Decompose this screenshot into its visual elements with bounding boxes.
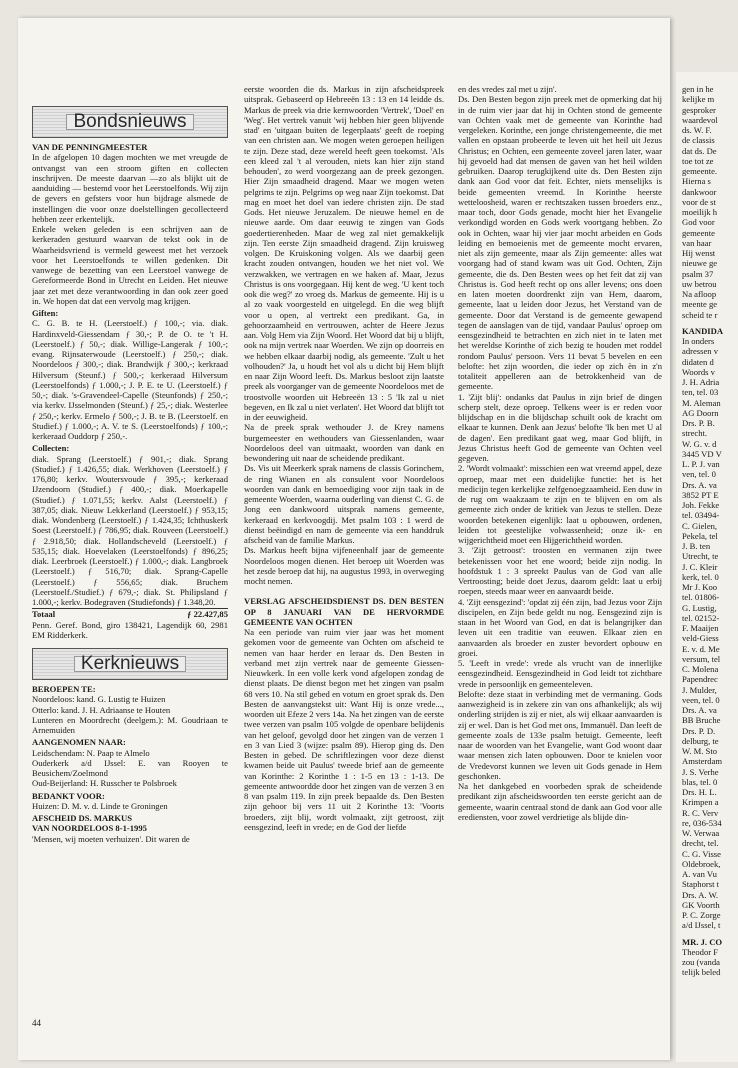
fragment-line: drecht, tel. <box>682 838 719 849</box>
fragment-line: In onders <box>682 336 715 346</box>
fragment-line: Papendrec <box>682 674 718 685</box>
fragment-line: voor de st <box>682 196 716 207</box>
aangenomen-list: Leidschendam: N. Paap te Almelo Ouderkerk a/d IJssel: E. van Rooyen te Beusichem/Zoelmond Oud-Beijerland: H. Russcher te Polsbroek <box>32 747 228 789</box>
bevel-5: 5. 'Leeft in vrede': vrede als vrucht van de innerlijke eensgezindheid. Eensgezindheid in God leidt tot zichtbare vrede in persoonlijk en gemeenteleven. <box>458 658 662 689</box>
mr-heading: MR. J. CO <box>682 936 723 947</box>
fragment-line: W. G. v. d <box>682 438 717 449</box>
giften-heading: Giften: <box>32 308 59 318</box>
fragment-line: Staphorst t <box>682 879 720 890</box>
fragment-lines-1 <box>682 84 738 320</box>
verslag-heading: VERSLAG AFSCHEIDSDIENST DS. DEN BESTEN OP 8 JANUARI VAN DE HERVORMDE GEMEENTE VAN OCHTEN <box>244 596 444 627</box>
bedankt-list: Huizen: D. M. v. d. Linde te Groningen <box>32 800 168 811</box>
kandidaten-heading: KANDIDA <box>682 325 724 336</box>
belofte-paragraph: Belofte: deze staat in verbinding met de vermaning. Gods aanwezigheid is in zekere zin van ons afhankelijk; als wij onderling strijden is zij er niet, als wij elkaar aanvaarden is zij er wel. Dan is het God met ons, Immanuël. Dan leeft de gemeente zoals de 133e psalm betuigt. Gemeente, leeft naar de woorden van het Evangelie, want God woont daar waar mensen zich laten opbouwen. Door te knielen voor de Vredevorst kunnen we leven uit Gods genade in Hem geschonken. <box>458 688 662 781</box>
markus-paragraph-4: Ds. Markus heeft bijna vijfeneenhalf jaar de gemeente Noordeloos mogen dienen. Het beroep uit Woerden was het zesde beroep dat hij, na augustus 1993, in overweging mocht nemen. <box>244 545 444 586</box>
fragment-lines-3 <box>682 947 738 978</box>
fragment-line: kerk, tel. 0 <box>682 571 719 582</box>
total-label: Totaal <box>32 609 56 620</box>
fragment-line: Drs. H. L. <box>682 787 717 797</box>
fragment-line: Na afloop <box>682 289 717 299</box>
fragment-line: J. H. Adria <box>682 377 720 387</box>
fragment-line: 3852 PT E <box>682 489 719 500</box>
fragment-line: L. P. J. van <box>682 459 720 469</box>
penningmeester-paragraph-2: Enkele weken geleden is een schrijven aan de kerkeraden gestuurd waarvan de tekst ook in de Waarheidsvriend is vermeld geweest met het verzoek voor het Leerstoelfonds te willen gedenken. Dit vanwege de bezetting van een Leerstoel vanwege de Gereformeerde Bond in Utrecht en Leiden. Het nieuwe jaar zet met deze verantwoording in dan ook zeer goed in. We hopen dat dat een vervolg mag krijgen. <box>32 224 228 306</box>
fragment-line: C. Gielen, <box>682 520 718 531</box>
fragment-line: zou (vanda <box>682 957 720 967</box>
fragment-line: gesproker <box>682 104 716 115</box>
closing-paragraph: Na het dankgebed en voorbeden sprak de scheidende predikant zijn afscheidswoorden ten eerste gericht aan de gemeente, waarin centraal stond de dank aan God voor alle erediensten, voor zowel verdrietige als blijde din- <box>458 781 662 822</box>
verslag-paragraph: Na een periode van ruim vier jaar was het moment gekomen voor de gemeente van Ochten om afscheid te nemen van haar herder en leraar ds. Den Besten in verband met zijn vertrek naar de gemeente Giessen-Nieuwkerk. In een volle kerk vond afgelopen zondag de dienst plaats. De dienst begon met het zingen van psalm 68 vers 10. Na stil gebed en votum en groet sprak ds. Den Besten de aanvangstekst uit: Want Hij is onze vrede..., woorden uit Efeze 2 vers 14a. Na het zingen van de eerste twee verzen van psalm 105 volgde de openbare belijdenis van het geloof, gevolgd door het zingen van de verzen 1 en 3 van Lied 3 (wijze: psalm 89). Hierop ging ds. Den Besten in gebed. De schriftlezingen voor deze dienst kwamen beide uit Paulus' tweede brief aan de gemeente van Korinthe: 2 Korinthe 1 : 1-5 en 13 : 1-13. De gemeente antwoordde door het zingen van de verzen 3 en 8 van psalm 119. In zijn preek bepaalde ds. Den Besten zijn gehoor bij vers 11 uit 2 Korinthe 13: 'Voorts broeders, zijt blij, wordt volmaakt, zijt getroost, zijt eensgezind, leeft in vrede; en de God der liefde <box>244 627 444 832</box>
fragment-line: God voor <box>682 217 715 228</box>
fragment-line: R. C. Verv <box>682 807 719 818</box>
fragment-line: C. Molena <box>682 664 719 674</box>
page-number: 44 <box>32 1018 41 1028</box>
fragment-line: dankwoor <box>682 186 717 197</box>
fragment-line: blas, tel. 0 <box>682 776 718 787</box>
fragment-line: ds. W. F. <box>682 125 712 135</box>
fragment-line: de classis <box>682 135 715 146</box>
kerknieuws-title: Kerknieuws <box>74 656 186 672</box>
afscheid-intro: 'Mensen, wij moeten verhuizen'. Dit waren de <box>32 833 190 844</box>
fragment-line: Drs. P. B. <box>682 418 715 428</box>
fragment-line: gemeente. <box>682 166 718 176</box>
fragment-line: nieuwe ge <box>682 258 718 269</box>
den-besten-paragraph-0: en des vredes zal met u zijn'. <box>458 84 557 94</box>
fragment-line: Woords v <box>682 366 715 377</box>
fragment-line: J. B. ten <box>682 541 711 551</box>
fragment-line: scheid te r <box>682 309 718 320</box>
fragment-line: tel. 02152- <box>682 612 720 623</box>
penningmeester-heading: VAN DE PENNINGMEESTER <box>32 142 148 152</box>
bevel-4: 4. 'Zijt eensgezind': 'opdat zij één zijn, bad Jezus voor Zijn discipelen, en Zijn bede geldt nu nog. Eensgezind zijn is staan in het Woord van God, en dat is belangrijker dan leven uit een traditie van eeuwen. Elkaar zien en aanvaarden als broeder en zuster bevordert opbouw en groei. <box>458 596 662 658</box>
fragment-line: GK Voorth <box>682 899 720 910</box>
fragment-line: Drs. P. D. <box>682 725 716 736</box>
fragment-line: G. Lustig, <box>682 602 717 613</box>
fragment-line: adressen v <box>682 346 719 357</box>
collecten-list: diak. Sprang (Leerstoelf.) ƒ 901,-; diak. Sprang (Studief.) ƒ 1.426,55; diak. Werkhoven (Leerstoelf.) ƒ 176,80; kerkv. Woutersvoude ƒ 395,-; kerkeraad IJzendoorn (Studief.) ƒ 400,-; diak. Moerkapelle (Studief.) ƒ 1.071,55; kerkv. Aalst (Leerstoelf.) ƒ 387,05; diak. Nieuw Lekkerland (Leerstoelf.) ƒ 953,15; diak. Wondenberg (Leerstoelf.) ƒ 1.424,35; Ichthuskerk Soest (Leerstoelf.) ƒ 786,95; diak. Rouveen (Leerstoelf.) ƒ 2.918,50; diak. Hollandscheveld (Leerstoelf.) ƒ 535,15; diak. Hoevelaken (Leerstoelfonds) ƒ 896,25; diak. Leerbroek (Leerstoelf.) ƒ 1.000,-; diak. Langbroek (Leerstoelf.) ƒ 516,70; diak. Sprang-Capelle (Leerstoelf.) ƒ 556,65; diak. Bruchem (Leerstoelf./Studief.) ƒ 679,-; diak. St. Philipsland ƒ 1.000,-; kerkv. Bodegraven (Studiefonds) ƒ 1.348,20. <box>32 453 228 607</box>
fragment-line: uw betrou <box>682 278 717 289</box>
beroepen-heading: BEROEPEN TE: <box>32 684 96 694</box>
fragment-line: ten, tel. 03 <box>682 387 719 398</box>
fragment-line: versum, tel <box>682 653 721 664</box>
fragment-line: Drs. A. va <box>682 479 717 490</box>
fragment-line: gen in he <box>682 84 714 94</box>
fragment-line: Amsterdam <box>682 756 723 767</box>
fragment-line: BB Bruche <box>682 715 721 726</box>
markus-paragraph-3: Ds. Vis uit Meerkerk sprak namens de classis Gorinchem, de ring Wianen en als consulent voor Noordeloos woorden van dank en bemoediging voor zijn taak in de gemeente Woerden, waarna ouderling van dienst C. G. de Jong een dankwoord uitsprak namens gemeente, kerkeraad en kerkvoogdij. Met psalm 103 : 1 werd de dienst beëindigd en nam de gemeente via een handdruk afscheid van de familie Markus. <box>244 463 444 545</box>
markus-paragraph-1: eerste woorden die ds. Markus in zijn afscheidspreek uitsprak. Gebaseerd op Hebreeën 13 : 13 en 14 leidde ds. Markus de preek via drie kernwoorden 'Vertrek', 'Doel' en 'Weg'. Het vertrek vanuit 'wij hebben hier geen blijvende stad' en 'uitgaan buiten de legerplaats' geeft de roeping van een christen aan. We mogen weten geroepen heiligen te zijn. Deze stad, deze wereld heeft geen toekomst. 'Als een kleed zal 't al verouden, niets kan hier zijn stand behouden', zo werd voorgezang aan de preek gezongen. Hier Zijn smaadheid dragend. Maar we mogen weten pelgrims te zijn. Pelgrims op weg naar Zijn toekomst. Dat mag en moet het doel van iedere christen zijn. De stad Gods. Het nieuwe Jeruzalem. De nieuwe hemel en de nieuwe aarde. Om daar eeuwig te zingen van Gods goedertierenheden. Maar de weg zal niet gemakkelijk zijn. Ten eerste Zijn smaadheid dragend. Zijn kruisweg volgen. De Kruiskoning volgen. Als we daarbij geen kracht zouden ontvangen, houden we het niet vol. We verzwakken, we vertragen en we haken af. Maar, Jezus Christus is ons voorgegaan. Hij kent de weg. 'U kent toch ook die weg?' zo vroeg ds. Markus de gemeente. Hij is u al zo vaak voorgesteld en uitgelegd. En die weg blijft voor u open, al vertrekt een predikant. Ga, in gehoorzaamheid en vertrouwen, achter de Heere Jezus aan. Volg Hem via Zijn Woord. Het Woord dat bij u blijft, ook na mijn vertrek naar Woerden. We zijn op doorreis en we hebben elkaar daarbij nodig, als gemeente. 'Zult u het volhouden?' Ja, u houdt het vol als u dicht bij Hem blijft en naar Zijn Woord leeft. Ds. Markus besloot zijn laatste preek als voorganger van de gemeente Noordeloos met de troostvolle woorden uit Hebreeën 13 : 5 'Ik zal u niet begeven, en Ik zal u niet verlaten'. Het Woord dat blijft tot in der eeuwigheid. <box>244 84 444 422</box>
bedankt-heading: BEDANKT VOOR: <box>32 790 105 801</box>
fragment-line: ven, tel. 0 <box>682 469 716 480</box>
fragment-line: Drs. A. W. <box>682 889 719 900</box>
afscheid-heading: AFSCHEID DS. MARKUS VAN NOORDELOOS 8-1-1995 <box>32 813 147 834</box>
fragment-line: F. Maaijen <box>682 623 719 633</box>
fragment-line: AG Doorn <box>682 407 719 418</box>
fragment-line: tel. 01806- <box>682 592 720 603</box>
fragment-line: tel. 03494- <box>682 510 720 521</box>
kerknieuws-banner <box>32 648 228 680</box>
markus-paragraph-2: Na de preek sprak wethouder J. de Krey namens burgemeester en wethouders van Giessenlanden, waar Noordeloos deel van uitmaakt, woorden van dank en bewondering uit naar de scheidende predikant. <box>244 422 444 463</box>
beroepen-list: Noordeloos: kand. G. Lustig te Huizen Otterlo: kand. J. H. Adriaanse te Houten Lunteren en Moordrecht (deelgem.): M. Goudriaan te Arnemuiden <box>32 694 228 735</box>
fragment-line: 3445 VD V <box>682 448 722 459</box>
fragment-line: Oldebroek, <box>682 858 721 869</box>
aangenomen-heading: AANGENOMEN NAAR: <box>32 737 126 748</box>
fragment-line: psalm 37 <box>682 268 714 279</box>
column-4-fragment <box>682 84 738 1054</box>
fragment-line: re, 036-534 <box>682 817 722 828</box>
column-1 <box>32 106 228 1026</box>
fragment-line: P. C. Zorge <box>682 910 721 920</box>
fragment-line: Hij wenst <box>682 248 716 258</box>
total-row <box>32 608 228 619</box>
fragment-line: J. C. Kleir <box>682 561 718 572</box>
bondsnieuws-banner <box>32 106 228 138</box>
fragment-line: Pekela, tel <box>682 530 718 541</box>
fragment-line: telijk beled <box>682 967 721 978</box>
fragment-line: veen, tel. 0 <box>682 694 720 705</box>
bevel-2: 2. 'Wordt volmaakt': misschien een wat vreemd appel, deze oproep, maar met een duidelijke functie: het is het medicijn tegen kerkelijke zelfgenoegzaamheid. Een duw in de rug om waakzaam te zijn en te blijven en om als gemeente zich onder de kritiek van Jezus te stellen. Deze woorden betekenen eigenlijk: laat u opbouwen, ordenen, leiden tot geestelijke volwassenheid; onze ik- en wijgerichtheid moet een Hijgerichtheid worden. <box>458 463 662 545</box>
bevel-1: 1. 'Zijt blij': ondanks dat Paulus in zijn brief de dingen scherp stelt, deze oproep. Telkens weer is er reden voor blijdschap en in die blijdschap schuilt ook de kracht om elkaar te kunnen. Denk aan Jezus' belofte 'Ik ben met U al de dagen'. Een predikant gaat weg, maar God blijft, in Jezus Christus heeft God de gemeente van Ochten veel gegeven. <box>458 391 662 463</box>
fragment-line: Krimpen a <box>682 797 719 808</box>
fragment-line: didaten d <box>682 356 714 367</box>
bondsnieuws-title: Bondsnieuws <box>66 114 193 130</box>
fragment-line: M. Aleman <box>682 397 721 408</box>
fragment-line: strecht. <box>682 428 708 439</box>
fragment-line: delburg, te <box>682 735 719 746</box>
fragment-line: moeilijk h <box>682 207 718 217</box>
fragment-line: E. v. d. Me <box>682 643 720 654</box>
fragment-line: dat ds. De <box>682 145 717 156</box>
fragment-line: Hierna s <box>682 176 711 187</box>
fragment-line: W. Verwaa <box>682 828 720 838</box>
fragment-line: Mr J. Koo <box>682 582 718 592</box>
column-3 <box>458 84 662 1044</box>
fragment-lines-2 <box>682 336 738 931</box>
fragment-line: kelijke m <box>682 94 715 105</box>
fragment-line: a/d IJssel, t <box>682 920 721 931</box>
fragment-line: Utrecht, te <box>682 551 719 562</box>
fragment-line: veld-Giess <box>682 633 719 644</box>
den-besten-paragraph-1: Ds. Den Besten begon zijn preek met de opmerking dat hij in de ruim vier jaar dat hij in Ochten stond de gemeente van Ochten vaak met de gemeente van Korinthe had vergeleken. Korinthe, een jonge christengemeente, die met vallen en opstaan probeerde te leven uit het heil uit Jezus Christus; en Ochten, een gemeente zoveel jaren later, waar hij gevoeld had dat mensen de gaven van het heil wilden gebruiken. Daarop terugkijkend uite ds. Den Besten zijn dank aan God voor dat feit. Echter, niets menselijks is beide gemeenten vreemd. In Korinthe heerste wetteloosheid, waren er rechtszaken tussen broeders enz., maar toch, door Gods genade, mocht hier het Evangelie verkondigd worden en Gods werk voortgang hebben. Zo ook in Ochten, waar hij vier jaar mocht arbeiden en Gods leiding en bemoeienis met de gemeente mocht ervaren, niet als zijn gemeente, maar als Zijn gemeente: alles wat voorgang had of stand kwam was uit God. Ochten, Zijn gemeente, die ds. Den Besten wees op het feit dat zij van Christus is. God heeft recht op ons aller levens; ons doen en laten moeten doordrenkt zijn van Hem, daarom, gemeente, laat u leiden door Jezus, het Verstand van de gemeente. Door dat Verstand is de gemeente gewapend tegen de aanslagen van de tijd, vandaar Paulus' oproep om eensgezindheid te betrachten en zich niet in te laten met het wereldse Korinthe of zich bezig te houden met roddel rondom Paulus' persoon. Vers 11 bevat 5 bevelen en een belofte: het zijn woorden, die ieder op zich èn in z'n totaliteit appelleren aan de betrokkenheid van de gemeente. <box>458 94 662 392</box>
total-value: ƒ 22.427,85 <box>187 609 228 620</box>
fragment-line: A. van Vu <box>682 869 717 879</box>
fragment-line: Drs. A. va <box>682 705 717 715</box>
fragment-line: Theodor F <box>682 946 719 957</box>
fragment-line: W. M. Sto <box>682 746 718 756</box>
fragment-line: van haar <box>682 237 712 248</box>
fragment-line: Joh. Fekke <box>682 500 720 510</box>
magazine-page <box>18 18 670 1060</box>
penningmeester-paragraph: In de afgelopen 10 dagen mochten we met vreugde de ontvangst van een stroom giften en collecten inschrijven. De meeste daarvan —zo als blijkt uit de aanduiding — bestemd voor het Leerstoelfonds. Wij zijn de gevers en gefsters voor hun bijdrage alsmede de instellingen die voor onze doelstellingen gecollecteerd hebben zeer erkentelijk. <box>32 152 228 224</box>
account-info: Penn. Geref. Bond, giro 138421, Lagendijk 60, 2981 EM Ridderkerk. <box>32 619 228 640</box>
fragment-line: J. Mulder, <box>682 684 717 695</box>
fragment-line: meente ge <box>682 299 718 310</box>
bevel-3: 3. 'Zijt getroost': troosten en vermanen zijn twee betekenissen voor het ene woord; beide zijn nodig. In hoofdstuk 1 : 3 spreekt Paulus van de God van alle Vertroosting; beide doet Jezus, daarom geldt: laat u erbij roepen, steeds maar weer en aanvaardt beide. <box>458 545 662 597</box>
fragment-line: C. G. Visse <box>682 848 721 859</box>
collecten-heading: Collecten: <box>32 443 70 454</box>
fragment-line: J. S. Verhe <box>682 766 719 777</box>
column-2 <box>244 84 444 1044</box>
adjacent-page-fragment <box>676 72 738 1062</box>
giften-list: C. G. B. te H. (Leerstoelf.) ƒ 100,-; via. diak. Hardinxveld-Giessendam ƒ 30,-; P. de O. te 't H. (Leerstoelf.) ƒ 50,-; diak. Willige-Langerak ƒ 100,-; evang. Rijnsaterwoude (Leerstoelf.) ƒ 250,-; diak. Noordeloos ƒ 300,-; diak. Brandwijk ƒ 300,-; kerkraad Hilversum (Steunf.) ƒ 500,-; kerkeraad Hilversum (Leerstoelfonds) ƒ 1.000,-; J. P. E. te U. (Leerstoelf.) ƒ 50,-; diak. 's-Gravendeel-Capelle (Steunfonds) ƒ 250,-; via kerkv. IJsselmonden (Steunf.) ƒ 25,-; diak. Westerlee ƒ 250,-; kerkv. Ermelo ƒ 500,-; J. B. te B. (Leerstoelf. en Studief.) ƒ 1.000,-; A. V. te S. (Leerstoelfonds) ƒ 100,-; kerkeraad Ouddorp ƒ 250,-. <box>32 318 228 441</box>
fragment-line: toe tot ze <box>682 155 714 166</box>
fragment-line: gemeente <box>682 227 715 238</box>
fragment-line: waardevol <box>682 114 718 125</box>
